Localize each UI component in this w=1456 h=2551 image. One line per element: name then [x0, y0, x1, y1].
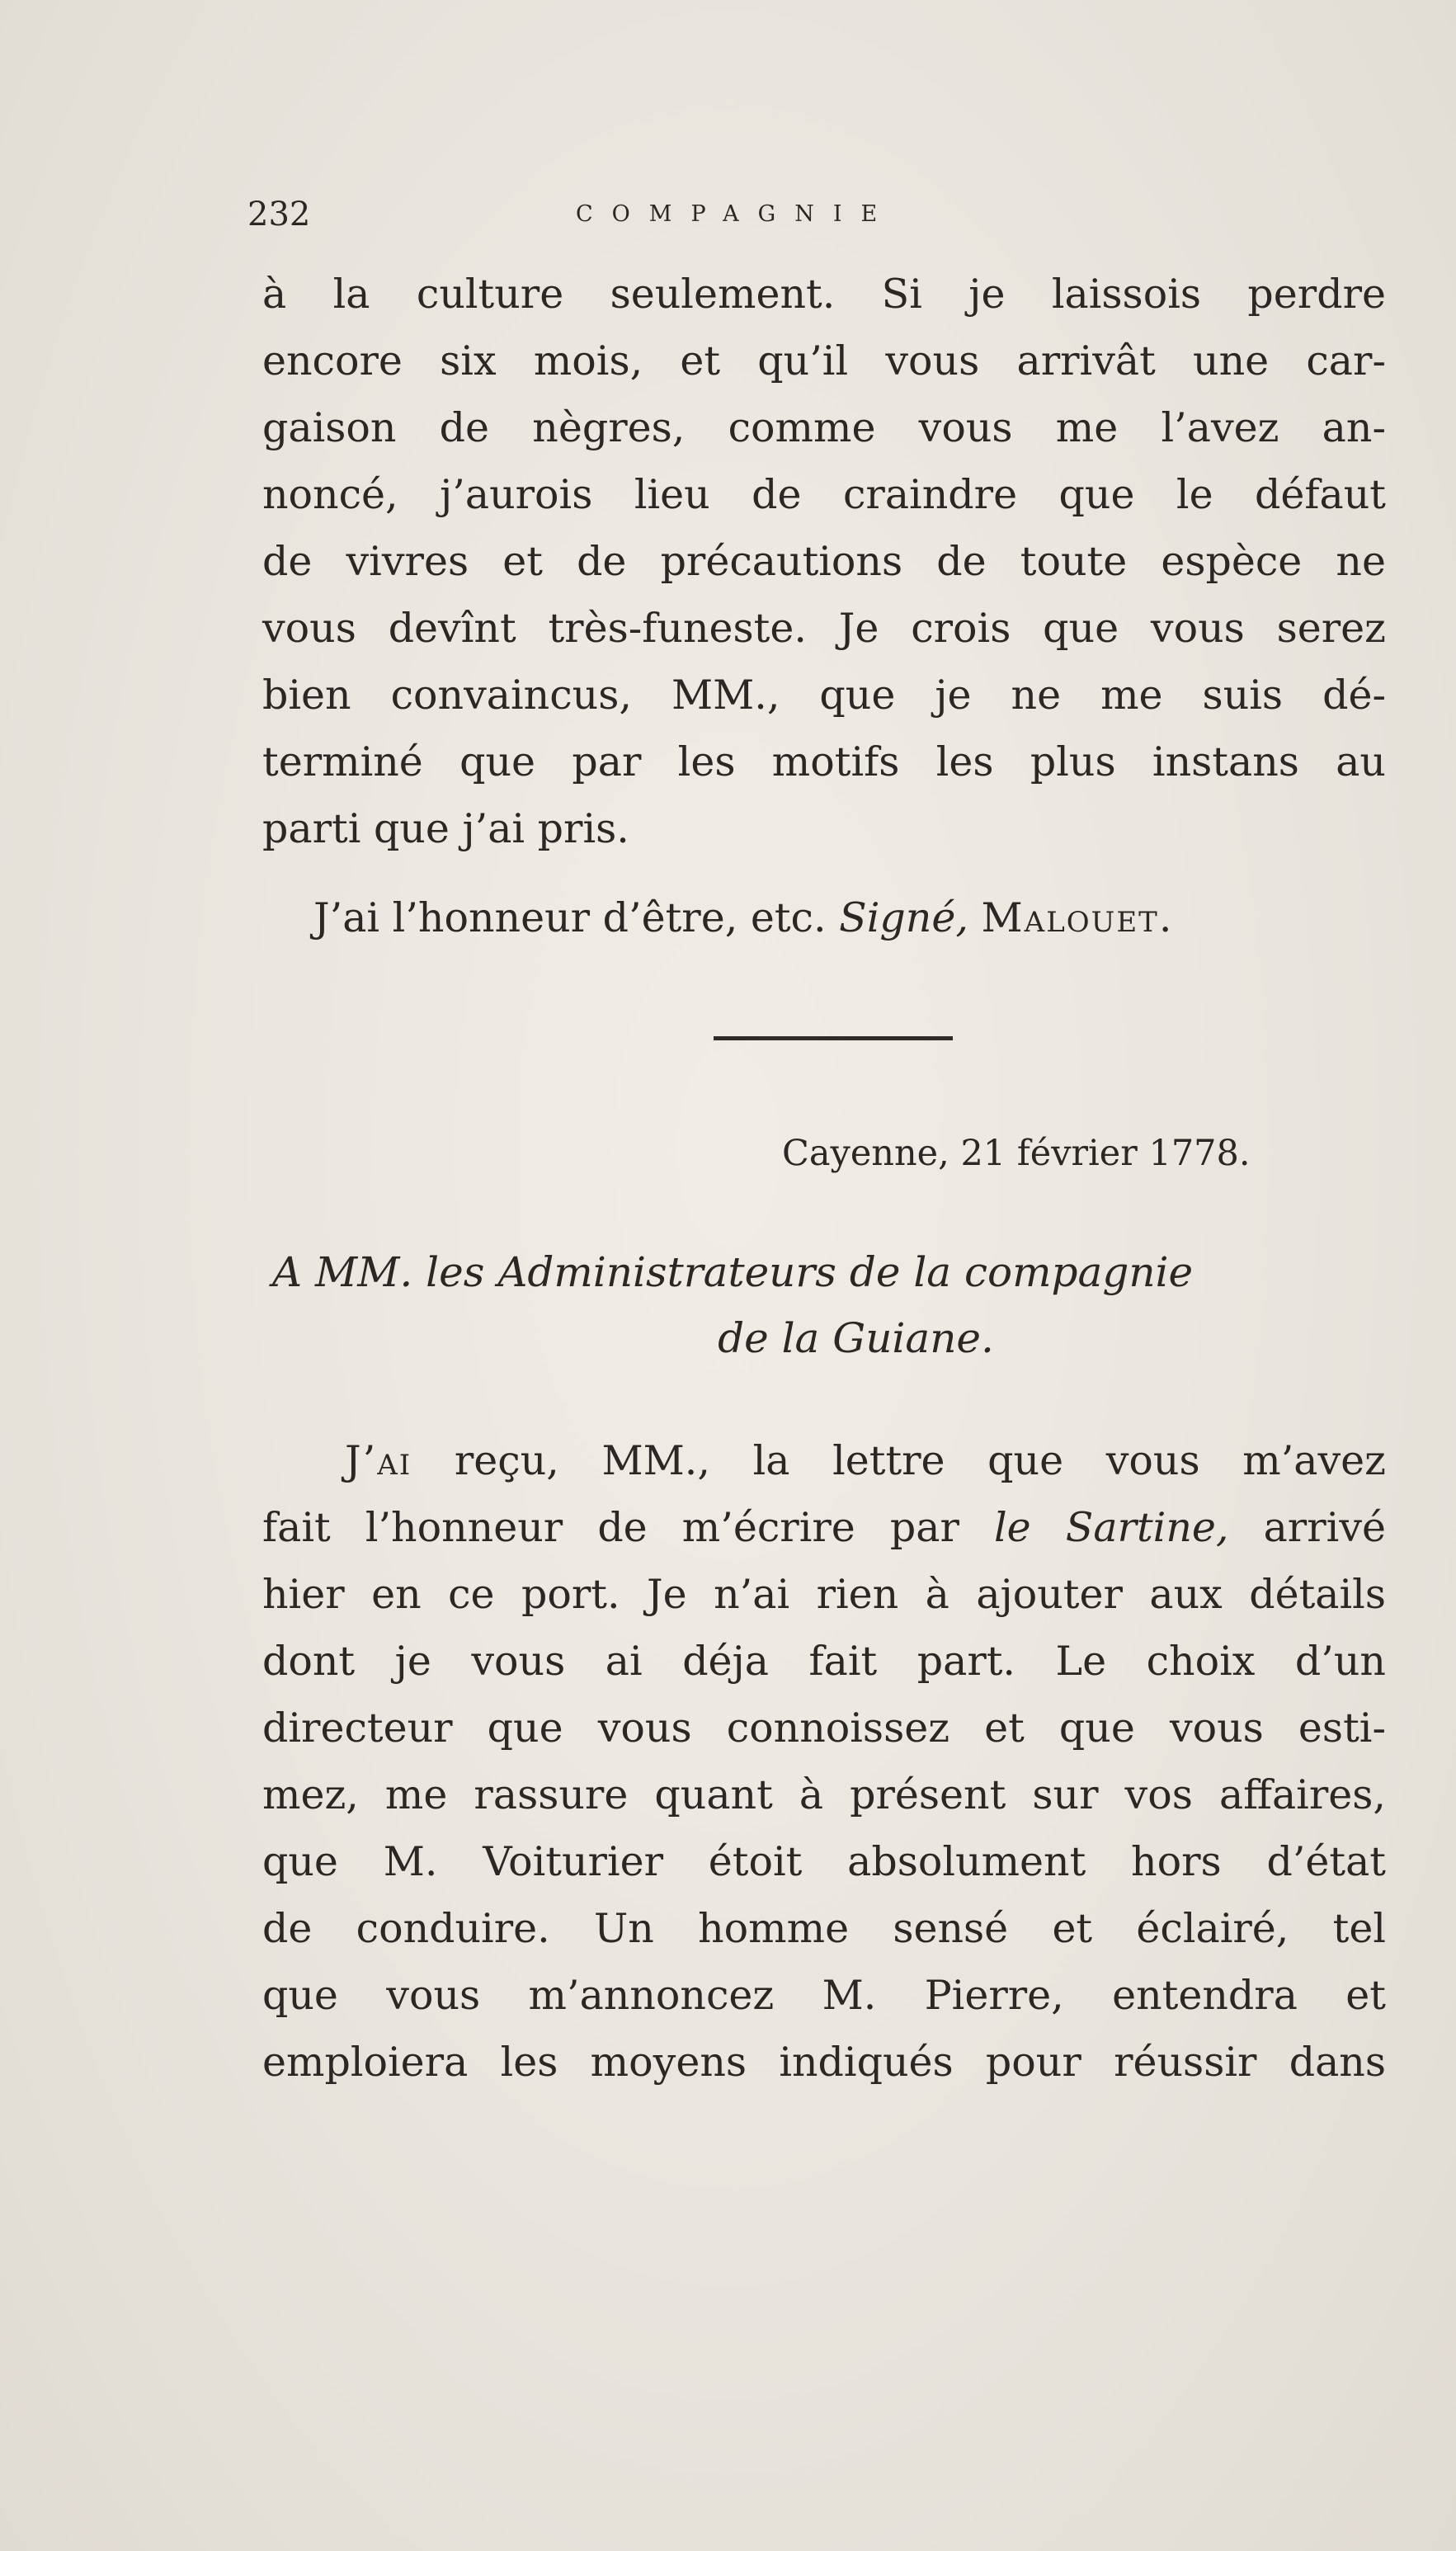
- text-line: encore six mois, et qu’il vous arrivât une car-: [262, 337, 1386, 384]
- letter-dateline: Cayenne, 21 février 1778.: [782, 1133, 1251, 1174]
- running-head: [247, 190, 1072, 239]
- top-paragraph: [262, 261, 1386, 862]
- text-line: vous devînt très-funeste. Je crois que vous serez: [262, 605, 1386, 652]
- text-line: que M. Voiturier étoit absolument hors d’état: [262, 1838, 1386, 1885]
- line-text: fait l’honneur de m’écrire par: [262, 1504, 959, 1551]
- text-line: [262, 1494, 1386, 1561]
- running-title: COMPAGNIE: [576, 201, 897, 227]
- signatory-name: Malouet.: [981, 894, 1174, 941]
- line-text: reçu, MM., la lettre que vous m’avez: [454, 1437, 1386, 1484]
- signed-label: Signé,: [839, 894, 968, 941]
- text-line: gaison de nègres, comme vous me l’avez an-: [262, 404, 1386, 451]
- line-text: arrivé: [1263, 1504, 1387, 1551]
- text-line: bien convaincus, MM., que je ne me suis dé-: [262, 672, 1386, 719]
- letter-body: [262, 1427, 1386, 2096]
- closing-text: J’ai l’honneur d’être, etc.: [313, 894, 827, 941]
- text-line: à la culture seulement. Si je laissois perdre: [262, 271, 1386, 318]
- text-line: dont je vous ai déja fait part. Le choix d’un: [262, 1638, 1386, 1685]
- text-line: noncé, j’aurois lieu de craindre que le défaut: [262, 471, 1386, 518]
- text-line: de vivres et de précautions de toute espèce ne: [262, 538, 1386, 585]
- text-line: que vous m’annoncez M. Pierre, entendra et: [262, 1972, 1386, 2019]
- text-line: parti que j’ai pris.: [262, 805, 629, 852]
- address-line: de la Guiane.: [718, 1314, 994, 1362]
- address-line: A MM. les Administrateurs de la compagnie: [272, 1248, 1194, 1296]
- opening-word: J’ai: [345, 1437, 412, 1484]
- text-line: de conduire. Un homme sensé et éclairé, tel: [262, 1905, 1386, 1952]
- text-line: terminé que par les motifs les plus instans au: [262, 738, 1386, 785]
- text-line: emploiera les moyens indiqués pour réussir dans: [262, 2039, 1386, 2086]
- letter-address: [272, 1239, 1402, 1371]
- section-divider: [714, 1036, 953, 1040]
- text-line: hier en ce port. Je n’ai rien à ajouter aux détails: [262, 1571, 1386, 1618]
- closing-formula: [313, 884, 1173, 951]
- page-number: 232: [247, 196, 311, 233]
- text-line: mez, me rassure quant à présent sur vos affaires,: [262, 1771, 1386, 1818]
- text-line: [262, 1427, 1386, 1494]
- text-line: directeur que vous connoissez et que vous esti-: [262, 1705, 1386, 1752]
- ship-name: le Sartine,: [994, 1504, 1229, 1551]
